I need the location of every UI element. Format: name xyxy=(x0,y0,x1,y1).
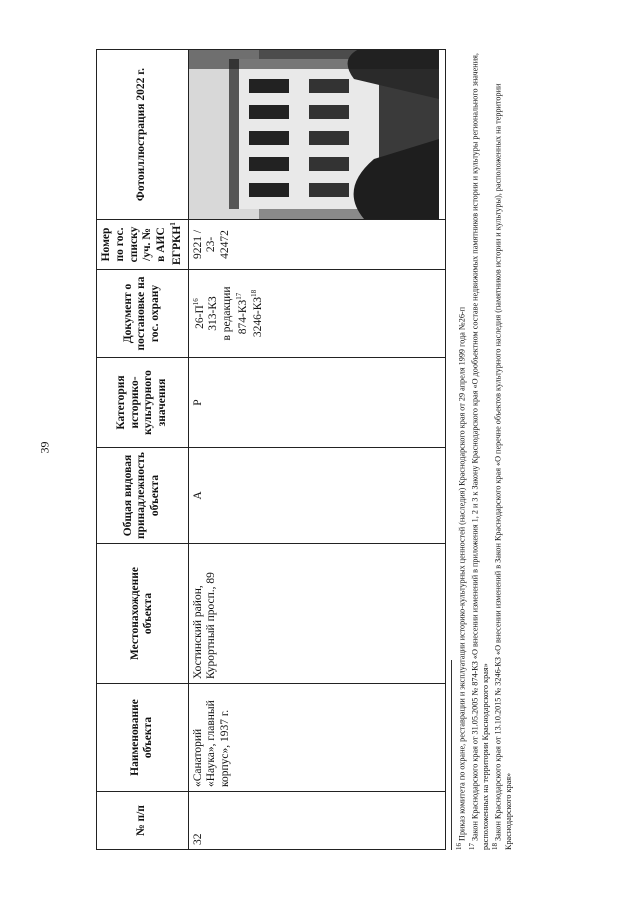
footnote: $^{17}$ Закон Краснодарского края от 31.05.2005 № 874-КЗ «О внесении изменений в приложения 1, 2 и 3 к Закону Краснодарского края «О дообъектном составе недвижимых памятников истории и культуры регионального значения, расположенных на территории Краснодарского края» xyxy=(467,53,490,850)
header-type: Общая видовая принадлежность объекта xyxy=(97,448,189,544)
document-line: $26-П^{16}$ xyxy=(191,298,206,329)
header-registry xyxy=(97,220,189,270)
building-photo-image xyxy=(189,50,439,219)
cell-name: «Санаторий «Наука», главный корпус», 1937 г. xyxy=(188,684,445,792)
document-line: 3246-КЗ$^{18}$ xyxy=(250,289,265,338)
footnote: $^{16}$ Приказ комитета по охране, реставрации и эксплуатации историко-культурных ценностей (наследия) Краснодарского края от 29 апреля 1999 года №26-п xyxy=(455,306,467,850)
footnote-divider xyxy=(451,660,452,850)
page-number: 39 xyxy=(37,441,52,454)
document-line: 313-КЗ xyxy=(207,296,220,331)
header-photo: Фотоиллюстрация 2022 г. xyxy=(97,50,189,220)
header-registry-note: 1 xyxy=(168,222,177,226)
header-category: Категория историко-культурного значения xyxy=(97,358,189,448)
cell-category: Р xyxy=(188,358,445,448)
header-document: Документ о постановке на гос. охрану xyxy=(97,270,189,358)
cell-documents xyxy=(188,270,445,358)
footnote: $^{18}$ Закон Краснодарского края от 13.10.2015 № 3246-КЗ «О внесении изменений в Закон Краснодарского края «О перечне объектов культурного наследия (памятников истории и культуры), расположенных на территории Краснодарского края» xyxy=(491,83,514,850)
cell-num: 32 xyxy=(188,792,445,850)
cell-registry: 9221 / 23-42472 xyxy=(188,220,445,270)
table-header-row xyxy=(97,50,189,850)
building-photo xyxy=(189,50,439,219)
header-num: № п/п xyxy=(97,792,189,850)
document-line: 874-КЗ$^{17}$ xyxy=(234,292,249,335)
header-location: Местонахождение объекта xyxy=(97,544,189,684)
header-name: Наименование объекта xyxy=(97,684,189,792)
table-row xyxy=(188,50,445,850)
cell-photo xyxy=(188,50,445,220)
cell-type: А xyxy=(188,448,445,544)
header-registry-text: Номер по гос. списку /уч. № в АИС ЕГРКН xyxy=(100,225,183,265)
cell-location: Хостинский район, Курортный просп., 89 xyxy=(188,544,445,684)
rotated-sheet xyxy=(96,50,596,850)
document-line: в редакции xyxy=(221,286,234,341)
register-table xyxy=(96,49,446,850)
footnotes xyxy=(451,50,514,850)
